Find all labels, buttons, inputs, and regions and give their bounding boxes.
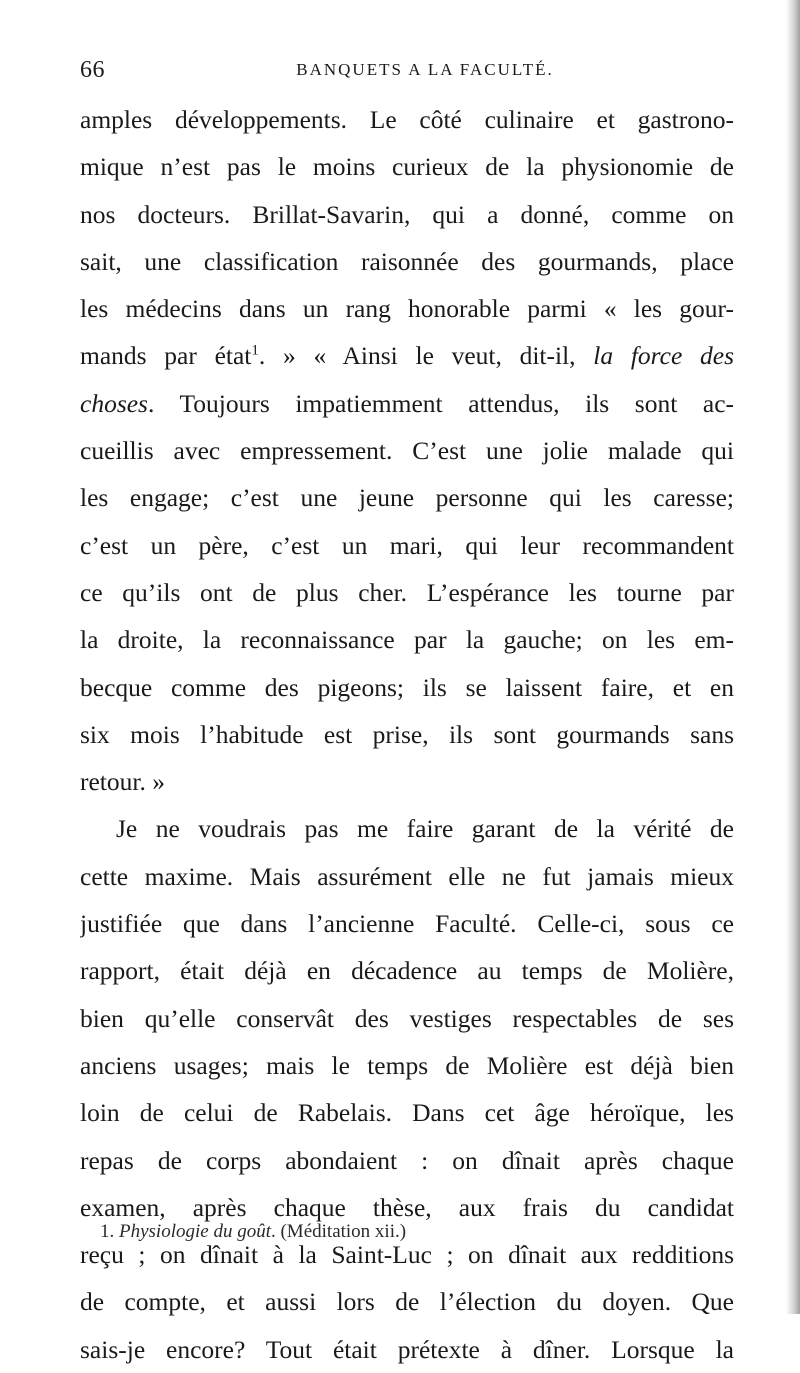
text-line xyxy=(80,380,734,427)
text-line: les engage; c’est une jeune personne qui les caresse; xyxy=(80,483,734,513)
page-edge-shadow xyxy=(786,0,800,1314)
page-header xyxy=(80,50,730,90)
text-line: sais-je encore? Tout était prétexte à dîner. Lorsque la xyxy=(80,1334,734,1364)
text-line: becque comme des pigeons; ils se laissent faire, et en xyxy=(80,672,734,702)
text-line: anciens usages; mais le temps de Molière est déjà bien xyxy=(80,1050,734,1080)
text-line: retour. » xyxy=(80,767,165,797)
text-line: loin de celui de Rabelais. Dans cet âge héroïque, les xyxy=(80,1098,734,1128)
footnote-reference: . (Méditation xii.) xyxy=(270,1221,407,1242)
footnote xyxy=(100,1217,720,1247)
text-segment: . Toujours impatiemment attendus, ils sont ac- xyxy=(147,388,734,418)
text-line: six mois l’habitude est prise, ils sont gourmands sans xyxy=(80,719,734,749)
text-line: sait, une classification raisonnée des gourmands, place xyxy=(80,246,734,276)
text-line: la droite, la reconnaissance par la gauche; on les em- xyxy=(80,625,734,655)
running-head: BANQUETS A LA FACULTÉ. xyxy=(296,60,554,79)
text-segment: . » « Ainsi le veut, dit-il, xyxy=(258,341,594,371)
text-line: mique n’est pas le moins curieux de la physionomie de xyxy=(80,152,734,182)
body-text xyxy=(80,96,734,1373)
text-line: nos docteurs. Brillat-Savarin, qui a donné, comme on xyxy=(80,199,734,229)
footnote-number: 1. xyxy=(100,1221,115,1242)
italic-segment: choses xyxy=(80,388,148,418)
footnote-marker: 1 xyxy=(251,342,259,359)
text-segment: mands par état xyxy=(80,341,252,371)
text-line: amples développements. Le côté culinaire et gastrono- xyxy=(80,105,734,134)
footnote-title: Physiologie du goût xyxy=(119,1221,271,1242)
text-line: c’est un père, c’est un mari, qui leur recommandent xyxy=(80,530,734,560)
text-line: les médecins dans un rang honorable parmi « les gour- xyxy=(80,294,734,324)
text-line: bien qu’elle conservât des vestiges respectables de ses xyxy=(80,1003,734,1033)
text-line: de compte, et aussi lors de l’élection du doyen. Que xyxy=(80,1287,734,1317)
text-line: ce qu’ils ont de plus cher. L’espérance les tourne par xyxy=(80,577,734,607)
italic-segment: la force des xyxy=(593,341,734,371)
text-line: examen, après chaque thèse, aux frais du candidat xyxy=(80,1192,734,1222)
page-number: 66 xyxy=(80,57,105,83)
text-line: repas de corps abondaient : on dînait après chaque xyxy=(80,1145,734,1175)
text-line: cueillis avec empressement. C’est une jolie malade qui xyxy=(80,436,734,466)
text-line: cette maxime. Mais assurément elle ne fut jamais mieux xyxy=(80,861,734,891)
text-line: justifiée que dans l’ancienne Faculté. Celle-ci, sous ce xyxy=(80,909,734,939)
text-line: rapport, était déjà en décadence au temps de Molière, xyxy=(80,956,734,986)
text-line: Je ne voudrais pas me faire garant de la vérité de xyxy=(116,814,734,844)
text-line: reçu ; on dînait à la Saint-Luc ; on dînait aux redditions xyxy=(80,1240,734,1270)
text-line xyxy=(80,332,734,379)
